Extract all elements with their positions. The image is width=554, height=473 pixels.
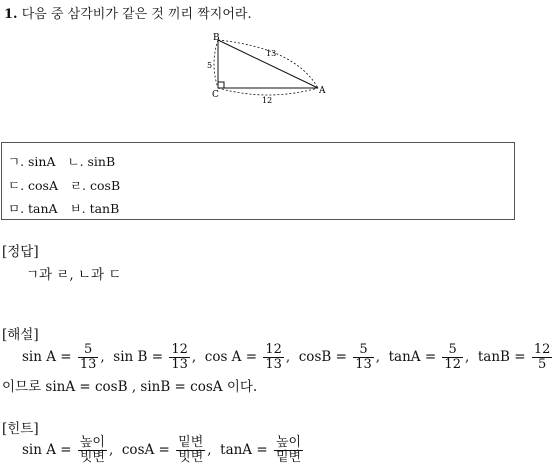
hint-denominator: 밑변: [275, 449, 302, 465]
explanation-lhs: tanA =: [388, 349, 441, 366]
hint-numerator: 높이: [79, 435, 105, 450]
explanation-lhs: cos A =: [204, 349, 262, 366]
explanation-numerator: 5: [78, 343, 99, 358]
vertex-c-label: C: [212, 90, 219, 100]
hint-denominator: 빗변: [79, 449, 105, 465]
explanation-lhs: sin A =: [22, 349, 76, 366]
explanation-fraction: [353, 343, 374, 371]
hint-expression: [22, 436, 305, 464]
option-mieum: ㅁ. tanA: [8, 201, 58, 216]
explanation-expression: [22, 343, 554, 371]
explanation-denominator: 13: [79, 356, 97, 372]
side-ca-label: 12: [262, 96, 273, 105]
explanation-denominator: 12: [444, 356, 461, 372]
explanation-numerator: 12: [533, 342, 551, 357]
option-row-1: [8, 152, 123, 170]
hint-lhs: cosA =: [121, 442, 175, 459]
explanation-lhs: cosB =: [298, 349, 352, 366]
explanation-numerator: 5: [442, 343, 463, 358]
explanation-conclusion: 이므로 sinA = cosB , sinB = cosA 이다.: [2, 379, 258, 395]
side-ab-label: 13: [266, 49, 277, 58]
answer-text: ㄱ과 ㄹ, ㄴ과 ㄷ: [26, 267, 122, 283]
hint-fraction: [78, 436, 107, 464]
explanation-lhs: sin B =: [113, 349, 168, 366]
hint-fraction: [176, 436, 205, 464]
question-title: [4, 3, 252, 22]
explanation-separator: ,: [464, 349, 478, 366]
explanation-separator: ,: [100, 349, 114, 366]
option-row-3: [8, 199, 127, 217]
option-row-2: [8, 176, 128, 194]
hint-numerator: 높이: [275, 435, 302, 450]
explanation-denominator: 13: [171, 356, 188, 372]
option-giyeok: ㄱ. sinA: [8, 154, 56, 169]
side-ca-brace: [218, 88, 318, 95]
explanation-separator: ,: [191, 349, 205, 366]
vertex-b-label: B: [213, 33, 220, 43]
explanation-fraction: [78, 343, 99, 371]
question-text: 다음 중 삼각비가 같은 것 끼리 짝지어라.: [21, 7, 252, 22]
question-number: 1.: [4, 7, 18, 22]
explanation-numerator: 12: [171, 342, 188, 357]
explanation-label: [해설]: [2, 327, 39, 343]
hint-label: [힌트]: [2, 421, 39, 437]
explanation-fraction: [442, 343, 463, 371]
hint-separator: ,: [109, 442, 122, 459]
side-bc-brace: [214, 40, 218, 88]
hint-lhs: sin A =: [22, 442, 76, 459]
option-bieup: ㅂ. tanB: [69, 201, 120, 216]
side-bc-label: 5: [207, 61, 213, 70]
explanation-numerator: 12: [265, 342, 282, 357]
option-nieun: ㄴ. sinB: [67, 154, 116, 169]
option-digeut: ㄷ. cosA: [8, 178, 58, 193]
explanation-fraction: [169, 343, 190, 371]
explanation-formulas: [22, 343, 554, 371]
explanation-denominator: 5: [537, 356, 547, 372]
hint-denominator: 빗변: [178, 449, 204, 465]
hint-separator: ,: [207, 442, 221, 459]
explanation-fraction: [532, 343, 553, 371]
triangle-figure: [200, 30, 340, 105]
explanation-denominator: 13: [355, 356, 372, 372]
option-rieul: ㄹ. cosB: [69, 178, 121, 193]
explanation-lhs: tanB =: [477, 349, 530, 366]
hint-fraction: [274, 436, 303, 464]
triangle-shape: [218, 40, 318, 88]
options-box: [1, 142, 515, 220]
vertex-a-label: A: [319, 86, 326, 96]
explanation-separator: ,: [375, 349, 389, 366]
hint-formulas: [22, 436, 305, 464]
explanation-separator: ,: [285, 349, 299, 366]
explanation-numerator: 5: [353, 343, 374, 358]
hint-lhs: tanA =: [220, 442, 272, 459]
answer-label: [정답]: [2, 244, 39, 260]
explanation-fraction: [263, 343, 284, 371]
explanation-denominator: 13: [265, 356, 282, 372]
right-angle-mark: [218, 82, 224, 88]
hint-numerator: 밑변: [178, 435, 204, 450]
